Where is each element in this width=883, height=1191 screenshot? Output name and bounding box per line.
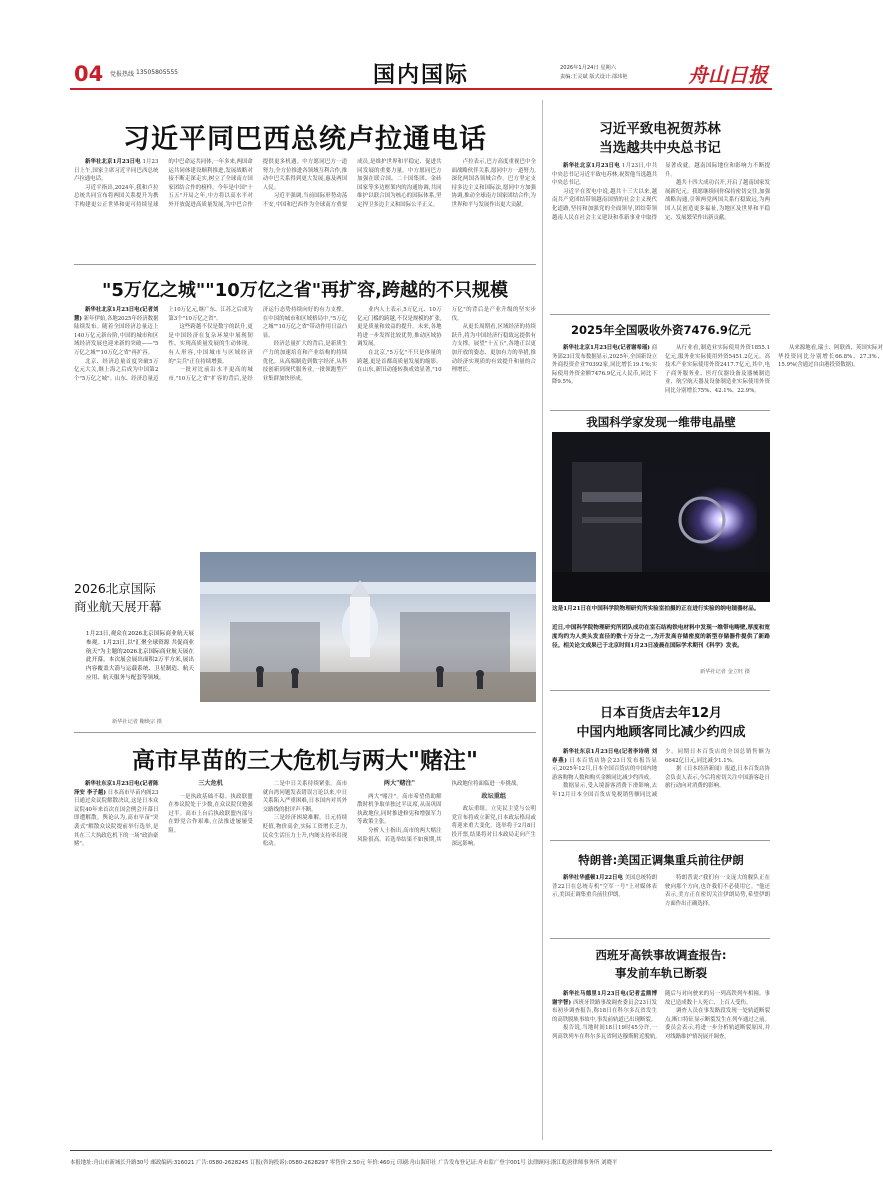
a7-para-2: 一是执政基础不稳。执政联盟在参议院处于少数,在众议院仅勉强过半。高市上台后执政联盟内部与在野党合作艰难,立法推进屡屡受阻。 bbox=[168, 793, 253, 834]
a2-headline: 习近平致电祝贺苏林 当选越共中央总书记 bbox=[599, 121, 721, 156]
column-divider-right bbox=[542, 100, 543, 1140]
a4-para-2: 从行业看,制造业实际使用外资1855.1亿元,服务业实际使用外资5451.2亿元。高技术产业实际使用外资2417.7亿元,其中,电子商务服务业、医疗仪器设备及器械制造业、航空航天器及设备制造业实际使用外资同比分别增长75%、42.1%、22.9%。 bbox=[665, 345, 770, 394]
a9-headline: 特朗普:美国正调集重兵前往伊朗 bbox=[578, 853, 744, 867]
lab-photo bbox=[552, 432, 770, 602]
a7-para-6: 分析人士指出,高市的两大赌注风险很高。若选举结果不如预期,其执政地位将面临进一步挑战。 bbox=[357, 781, 522, 843]
divider-a2-a4 bbox=[550, 314, 770, 315]
divider-a8-a9 bbox=[550, 840, 770, 841]
a4-body bbox=[552, 344, 883, 402]
a1-para-1: 1月23日上午,国家主席习近平同巴西总统卢拉通电话。 bbox=[74, 159, 159, 183]
a1-para-4: 卢拉表示,巴方高度重视巴中全面战略伙伴关系,愿同中方一道努力,深化两国各领域合作。巴方坚定支持多边主义和国际法,愿同中方加强协调,推动全球南方国家团结合作,为世界和平与发展作出更大贡献。 bbox=[451, 159, 536, 208]
a6-headline: 2026北京国际 商业航天展开幕 bbox=[74, 581, 162, 614]
a3-para-1: 新年伊始,各地2025年经济数据陆续发布。随着全国经济总量迈上140万亿元新台阶,中国的城市和区域经济发展也迎来新的突破——"5万亿之城""10万亿之省"再扩容。 bbox=[74, 315, 159, 356]
a1-dateline: 新华社北京1月23日电 bbox=[85, 159, 141, 165]
a1-para-3: 习近平强调,当前国际形势动荡不安,中国和巴西作为全球南方重要成员,是维护世界和平稳定、促进共同发展的重要力量。中方愿同巴方加强在联合国、二十国集团、金砖国家等多边框架内的沟通协调,共同维护以联合国为核心的国际体系,坚定捍卫多边主义和国际公平正义。 bbox=[262, 159, 442, 208]
a7-para-1: 日本高市早苗内阁23日通过众议院解散决议,这是日本众议院40年来首次在国会例会开幕日即遭解散。舆论认为,高市早苗"突袭式"解散众议院提前举行选举,是其在三大执政危机下的一场"政治豪赌"。 bbox=[74, 789, 159, 848]
a3-byline: (记者刘慧) bbox=[74, 307, 159, 322]
a3-para-5: 经济总量扩大的背后,是新质生产力的加速培育和产业结构的持续优化。从高端制造到数字经济,从科技创新到现代服务业,一批领跑型产业集群加快形成。 bbox=[262, 341, 348, 382]
a7-headline: 高市早苗的三大危机与两大"赌注" bbox=[132, 748, 478, 774]
divider-a3-a7 bbox=[74, 732, 536, 733]
a8-body bbox=[552, 748, 770, 832]
a2-body bbox=[552, 162, 770, 310]
a10-body bbox=[552, 990, 770, 1130]
a10-headline: 西班牙高铁事故调查报告: 事发前车轨已断裂 bbox=[595, 948, 727, 980]
a4-para-1: 商务部23日发布数据显示,2025年,全国新设立外商投资企业70392家,同比增长19.1%;实际使用外资金额7476.9亿元人民币,同比下降9.5%。 bbox=[552, 345, 658, 386]
divider-a9-a10 bbox=[550, 938, 770, 939]
a10-para-1: 西班牙铁路事故调查委员会23日发布初步调查报告,称18日在科尔多瓦省发生的高铁脱轨事故中,事发前轨道已出现断裂。 bbox=[552, 999, 657, 1023]
divider-a4-a5 bbox=[550, 410, 770, 411]
a9-body bbox=[552, 874, 770, 930]
lab-instrument-illustration bbox=[552, 432, 770, 602]
a8-para-3: 据《日本经济新闻》报道,日本百货店协会负责人表示,今后将密切关注中国游客赴日旅行动向对消费的影响。 bbox=[665, 766, 770, 790]
a5-headline: 我国科学家发现一维带电晶壁 bbox=[586, 415, 736, 429]
space-expo-photo bbox=[200, 552, 536, 702]
a3-para-8: 从更长周期看,区域经济的持续跃升,将为中国经济行稳致远提供有力支撑。展望"十五五",各地正以更加开放的姿态、更加有力的举措,推动经济实现质的有效提升和量的合理增长。 bbox=[451, 324, 536, 374]
a3-para-2: 北京、经济总量首度突破5万亿元大关,继上海之后成为中国第2个"5万亿之城"。山东、经济总量迈上10万亿元,继广东、江苏之后成为第3个"10万亿之省"。 bbox=[74, 307, 253, 382]
a7-para-4: 三是经济困境难解。日元持续贬值,物价高企,实际工资增长乏力,民众生活压力上升,内阁支持率出现松动。 bbox=[262, 815, 348, 848]
space-expo-illustration bbox=[200, 552, 536, 702]
a7-subhead-1: 三大危机 bbox=[198, 780, 223, 787]
a1-para-2: 习近平指出,2024年,我和卢拉总统共同宣布将两国关系提升为携手构建更公正世界和更可持续星球的中巴命运共同体,一年多来,两国命运共同体建设顺利推进,发展战略对接不断走深走实,树立了全球南方国家团结合作的榜样。今年是中国"十五五"开局之年,中方将以高水平对外开放促进高质量发展,为中巴合作提供更多机遇。中方愿同巴方一道努力,全方位推进各领域互利合作,推动中巴关系得到更大发展,惠及两国人民。 bbox=[74, 159, 348, 208]
a3-para-3: 这些跨越不仅是数字的跃升,更是中国经济在复杂环境中展现韧性、实现高质量发展的生动体现。有人形容,中国城市与区域经济的"尖兵"正在持续增强。 bbox=[168, 324, 253, 365]
masthead-logo: 舟山日报 bbox=[688, 63, 768, 87]
a3-dateline: 新华社北京1月23日电 bbox=[85, 307, 140, 313]
a8-para-1: 日本百货店协会23日发布报告显示,2025年12月,日本全国百货店的中国内地游客购物人数和购买金额同比减少约四成。 bbox=[552, 757, 657, 781]
a5-caption-1: 这是1月21日在中国科学院物理研究所实验室拍摄的正在进行实验的纳电镜器材品。 bbox=[552, 606, 760, 612]
a7-dateline: 新华社东京1月23日电 bbox=[85, 781, 140, 787]
a4-byline: (记者谢希瑶) bbox=[617, 345, 650, 351]
a7-subhead-2: 两大"赌注" bbox=[383, 780, 415, 787]
a10-para-3: 调查人员在事发路段发现一处轨道断裂点,断口特征显示断裂发生在列车通过之前。委员会表示,将进一步分析轨道断裂原因,并对线路维护情况展开调查。 bbox=[665, 1008, 770, 1040]
a5-caption-2: 近日,中国科学院物理研究所团队成功在室石结构铁电材料中发现一维带电畴壁,厚度和宽度均约为人类头发直径的数十万分之一,为开发高存储密度的新型存储器件提供了新路径。相关论文成果已于北京时间1月23日凌晨在国际学术期刊《科学》发表。 bbox=[552, 625, 770, 649]
a7-byline: (记者陈泽安 李子越) bbox=[74, 781, 159, 796]
a10-byline: (记者孟鼎博 谢宇智) bbox=[552, 991, 657, 1006]
a3-para-4: 一批对比前沿水平更高的城市,"10万亿之省"扩容的背后,是经济运行态势持续向好的有力支撑。在中国的城市和区域格局中,"5万亿之城""10万亿之省"带动作用日益凸显。 bbox=[168, 307, 348, 382]
editor-hotline-label: 党报热线 bbox=[110, 71, 135, 78]
a2-para-2: 习近平在贺电中说,越共十三大以来,越南共产党团结带领越南国情的社会主义现代化道路,坚持和加强党的全面领导,团结带领越南人民在社会主义建设和革新事业中取得显著成就。越南国际地位和影响力不断提升。 bbox=[552, 163, 770, 221]
a7-para-3: 二是中日关系持续紧张。高市就台湾问题发表错误言论以来,中日关系陷入严重困难,日本国内对其外交路线的批评声不断。 bbox=[262, 781, 348, 813]
a9-para-1: 美国总统特朗普22日在总统专机"空军一号"上对媒体表示,美国正调集重兵前往伊朗。 bbox=[552, 875, 657, 899]
divider-a1-a3 bbox=[74, 264, 536, 265]
a7-para-5: 两大"赌注"。高市希望借助解散时机争取单独过半议席,从而巩固执政地位,同时推进修宪和增强军力等政策主张。 bbox=[357, 793, 442, 826]
divider-a5-a8 bbox=[550, 690, 770, 691]
a3-headline: "5万亿之城""10万亿之省"再扩容,跨越的不只规模 bbox=[102, 280, 508, 301]
a3-para-7: 在北京,"5万亿"不只是体量的跨越,更是首都高质量发展的缩影。在山东,新旧动能转换成效显著,"10万亿"的背后是产业升级的坚实步伐。 bbox=[357, 307, 536, 374]
editor-hotline-phone: 13505805555 bbox=[136, 69, 178, 76]
footer-imprint: 本报地址:舟山市新城长升路30号 邮政编码:316021 广告:0580-2628245 订报(咨询投诉):0580-2628297 零售价:2.50元 年价:460元 印刷:舟山海印社 广告发布登记证:舟市监广登字001号 法律顾问:浙江乾唐律师事务所 刘晓平 bbox=[70, 1160, 618, 1166]
a4-dateline: 新华社北京1月23日电 bbox=[563, 345, 618, 351]
a7-para-7: 政坛重组。立宪民主党与公明党宣布将成立新党,日本政坛格局或将迎来重大变化。选举将于2月8日投开票,结果将对日本政局走向产生深远影响。 bbox=[451, 806, 536, 847]
section-title: 国内国际 bbox=[372, 63, 469, 88]
a3-para-6: 业内人士表示,5万亿元、10万亿元门槛的跨越,不仅是规模的扩张,更是质量和效益的提升。未来,各地将进一步发挥比较优势,推动区域协调发展。 bbox=[357, 307, 442, 348]
a2-dateline: 新华社北京1月23日电 bbox=[563, 163, 620, 169]
a4-headline: 2025年全国吸收外资7476.9亿元 bbox=[571, 323, 751, 337]
a5-photo-credit: 新华社记者 金立旺 摄 bbox=[700, 669, 750, 675]
a9-para-2: 特朗普说:"我们有一支庞大的舰队正在驶向那个方向,也许我们不必使用它。"他还表示,美方正在密切关注伊朗局势,希望伊朗方面作出正确选择。 bbox=[665, 875, 770, 907]
footer-rule bbox=[70, 1150, 772, 1151]
a6-caption: 1月23日,观众在2026北京国际商业航天展参观。1月23日,以"汇聚全球资源 共促商业航天"为主题的2026北京国际商业航天展在此开幕。本次展会展出面积2万平方米,展出内容覆盖大箭与运载系统、卫星制造、航天应用、航天服务与配套等领域。 bbox=[86, 631, 194, 681]
a8-headline: 日本百货店去年12月 中国内地顾客同比减少约四成 bbox=[576, 706, 746, 740]
a4-para-3: 从来源地看,瑞士、阿联酋、英国实际对华投资同比分别增长66.8%、27.3%、15.9%(含通过自由港投资数据)。 bbox=[778, 345, 883, 369]
a9-dateline: 新华社华盛顿1月22日电 bbox=[563, 875, 623, 881]
page-number: 04 bbox=[74, 62, 104, 86]
a3-body bbox=[74, 306, 536, 554]
editor-staff: 责编:王灵斌 版式设计:邵玮艳 bbox=[560, 74, 628, 80]
a6-photo-credit: 新华社记者 鞠焕宗 摄 bbox=[112, 719, 162, 725]
a8-para-2: 数据显示,受入境游客消费下滑影响,去年12月日本全国百货店免税销售额同比减少。同期日本百货店的全国总销售额为6642亿日元,同比减少1.1%。 bbox=[552, 749, 770, 798]
a1-body bbox=[74, 158, 536, 256]
a2-para-1: 1月23日,中共中央总书记习近平致电苏林,祝贺他当选越共中央总书记。 bbox=[552, 163, 657, 187]
a10-dateline: 新华社马德里1月23日电 bbox=[563, 991, 627, 997]
a8-byline: (记者李诗萌 刘春燕) bbox=[552, 749, 657, 764]
a7-body bbox=[74, 780, 536, 1142]
a8-dateline: 新华社东京1月23日电 bbox=[563, 749, 620, 755]
header-rule bbox=[70, 88, 772, 90]
a2-para-3: 越共十四大成功召开,开启了越南国家发展新纪元。我愿继续同你保持密切交往,加强战略沟通,引领两党两国关系行稳致远,为两国人民创造更多福祉,为地区及世界和平稳定、发展繁荣作出新贡献。 bbox=[665, 180, 770, 221]
issue-date: 2026年1月24日 星期六 bbox=[560, 65, 616, 71]
a1-headline: 习近平同巴西总统卢拉通电话 bbox=[123, 124, 487, 155]
a10-para-2: 报告说,当地时间18日19时45分许,一列高铁列车在科尔多瓦省阿达穆斯附近脱轨,随后与对向驶来的另一列高铁列车相撞。事故已造成数十人死亡、上百人受伤。 bbox=[552, 991, 770, 1040]
a7-subhead-3: 政坛重组 bbox=[481, 792, 507, 800]
